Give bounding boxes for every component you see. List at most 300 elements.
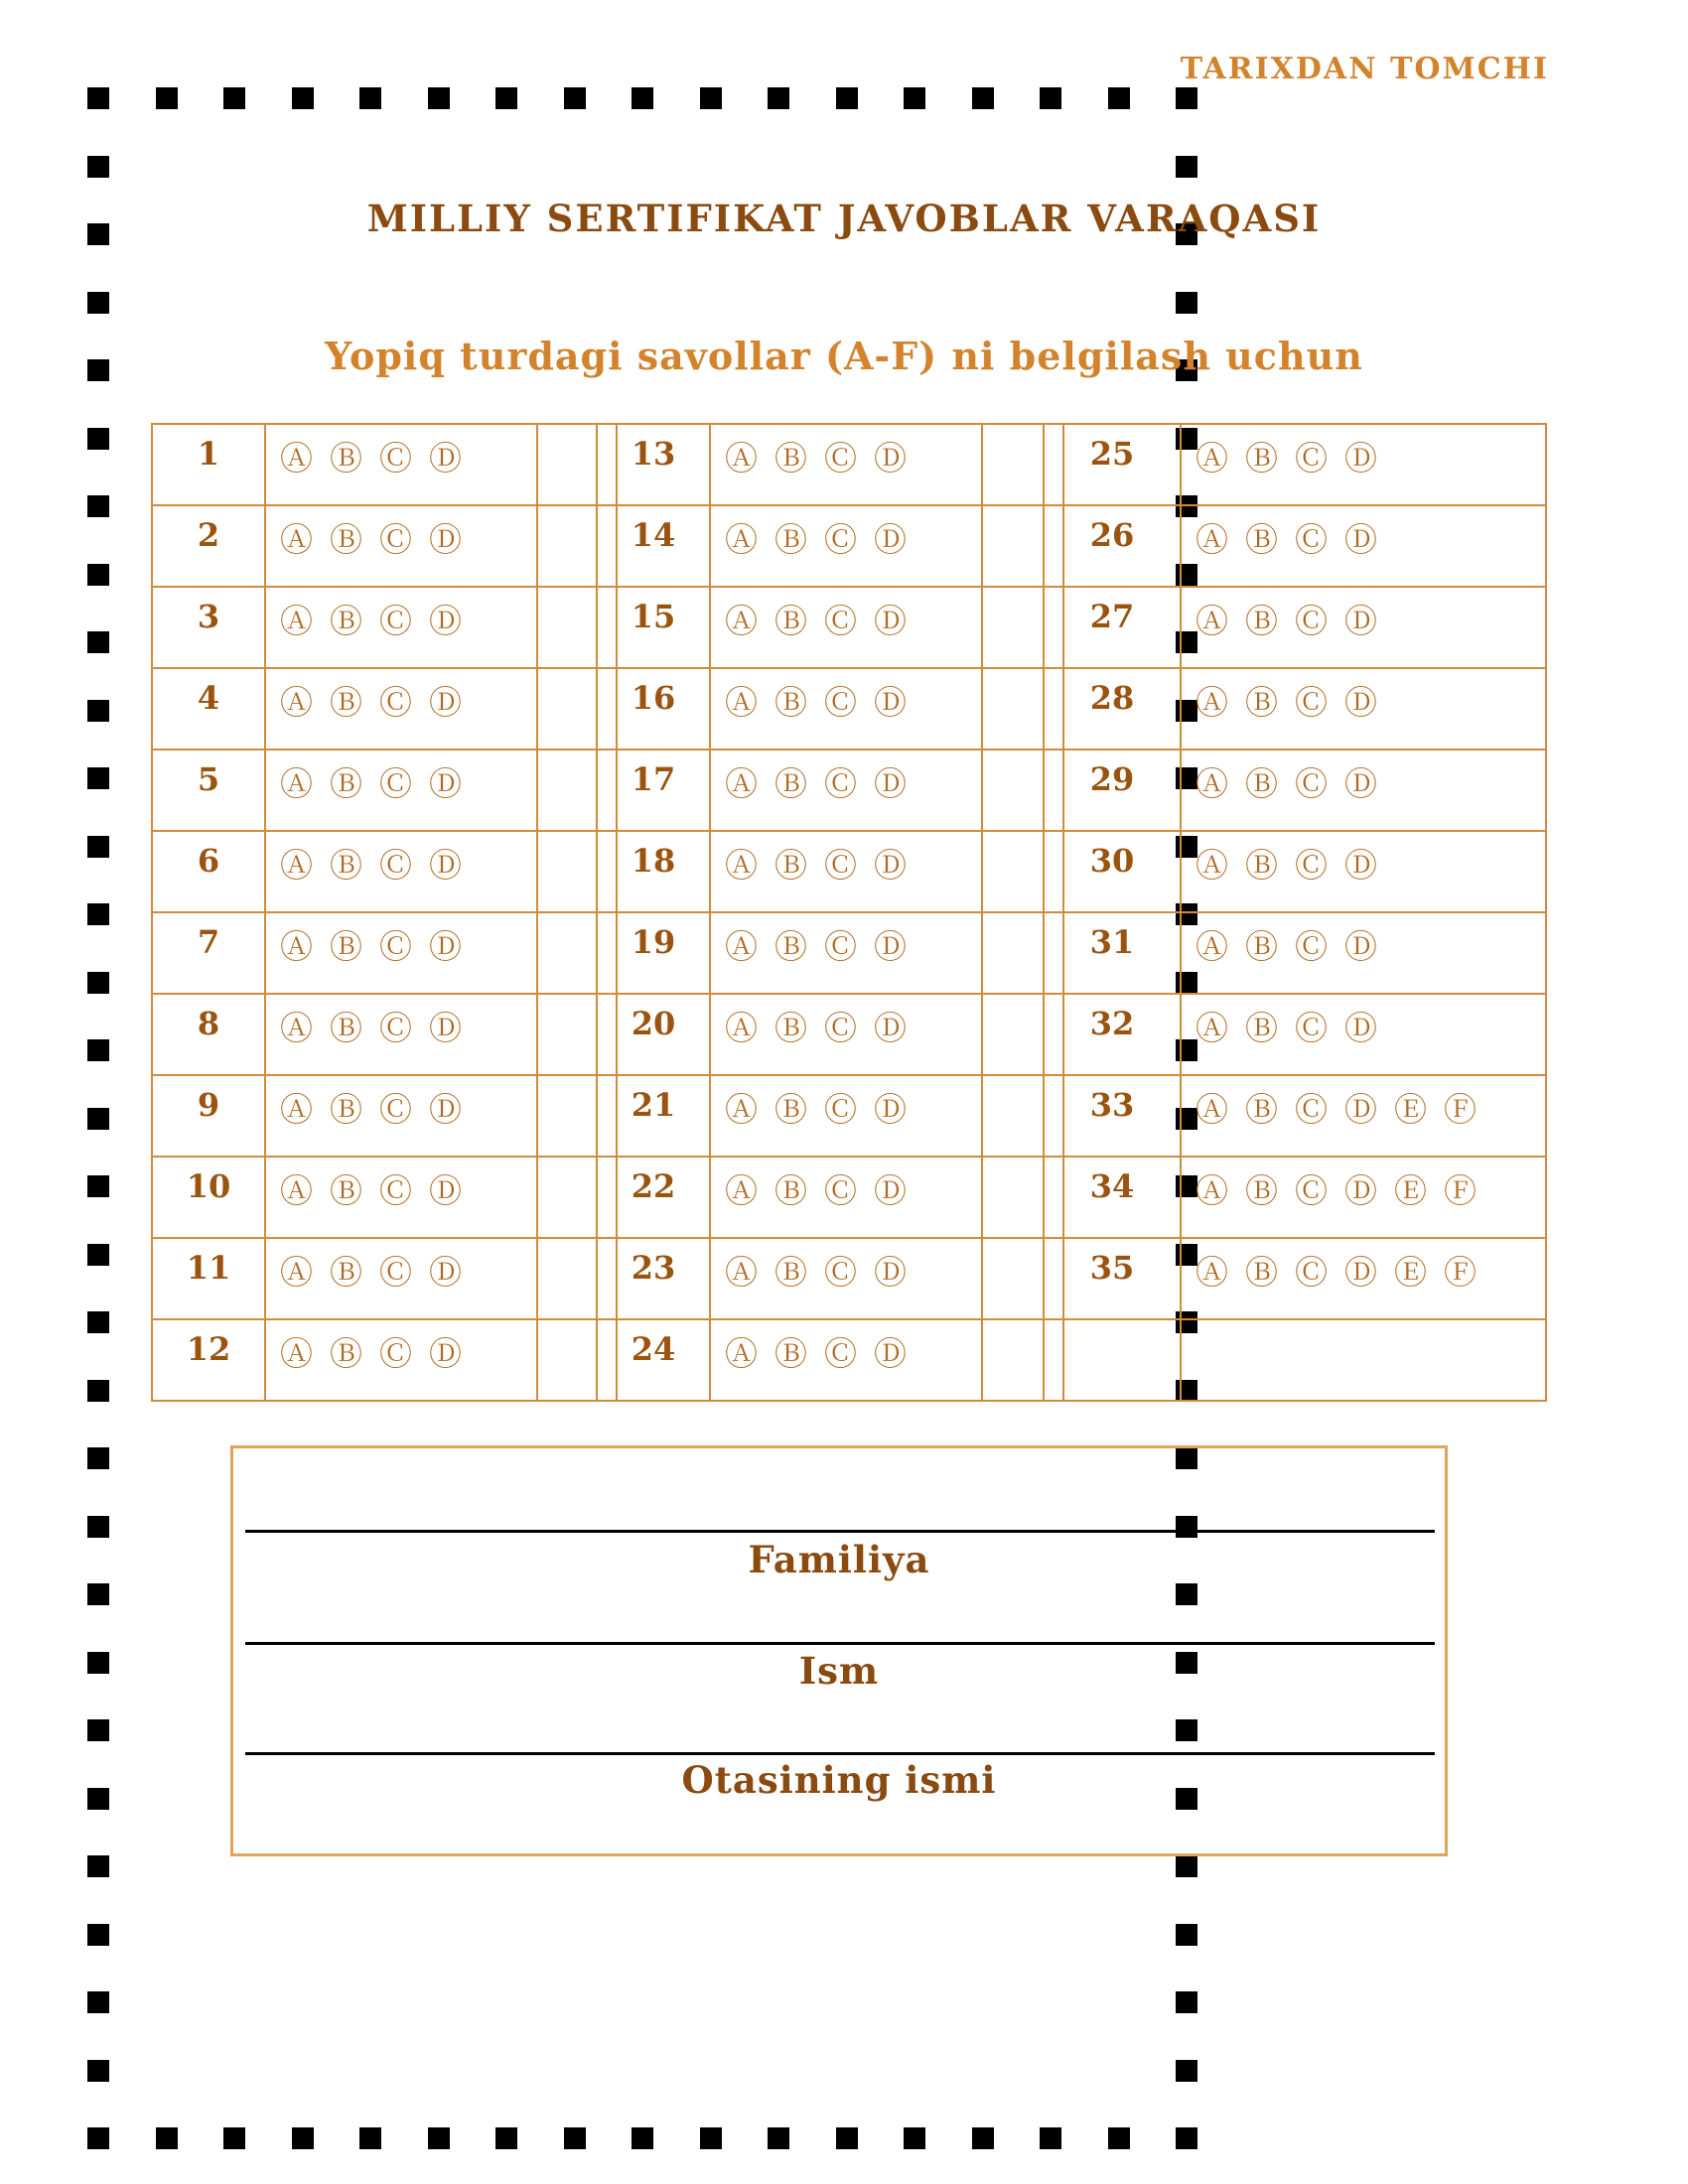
option-bubble[interactable]: Ⓒ [1295, 846, 1328, 885]
question-number: 19 [597, 912, 710, 994]
question-number: 11 [152, 1238, 265, 1319]
option-bubble[interactable]: Ⓒ [379, 764, 412, 803]
border-square [156, 2127, 178, 2149]
question-number: 3 [152, 587, 265, 668]
option-bubble[interactable]: Ⓐ [725, 846, 758, 885]
answer-options [710, 505, 982, 587]
answer-grid-column-2 [596, 423, 1064, 1402]
answer-options [1181, 668, 1546, 750]
question-row [1044, 424, 1546, 505]
border-square [87, 972, 109, 994]
answer-options [265, 668, 537, 750]
option-bubble[interactable]: Ⓓ [429, 764, 462, 803]
answer-options [1181, 1075, 1546, 1157]
option-bubble[interactable]: Ⓓ [1344, 764, 1377, 803]
question-number: 21 [597, 1075, 710, 1157]
border-square [87, 2127, 109, 2149]
answer-options [1181, 505, 1546, 587]
answer-options [710, 587, 982, 668]
border-square [87, 292, 109, 314]
option-bubble[interactable]: Ⓐ [280, 683, 313, 722]
answer-options [1181, 1157, 1546, 1238]
border-square [1108, 2127, 1130, 2149]
answer-options [1181, 587, 1546, 668]
ism-line[interactable] [245, 1642, 1435, 1645]
option-bubble[interactable]: Ⓓ [874, 764, 907, 803]
question-row [152, 424, 617, 505]
option-bubble[interactable]: Ⓑ [1245, 602, 1278, 640]
option-bubble[interactable]: Ⓑ [330, 1334, 362, 1373]
border-square [632, 2127, 653, 2149]
option-bubble[interactable]: Ⓒ [824, 520, 857, 559]
question-row [597, 1157, 1063, 1238]
option-bubble[interactable]: Ⓐ [280, 846, 313, 885]
option-bubble[interactable]: Ⓐ [280, 1090, 313, 1129]
border-square [768, 87, 789, 109]
option-bubble[interactable]: Ⓑ [330, 602, 362, 640]
option-bubble[interactable]: Ⓐ [1196, 927, 1228, 966]
border-square [904, 2127, 925, 2149]
option-bubble[interactable]: Ⓒ [1295, 1253, 1328, 1292]
option-bubble[interactable]: Ⓓ [874, 1334, 907, 1373]
option-bubble[interactable]: Ⓓ [874, 602, 907, 640]
question-number: 30 [1044, 831, 1181, 912]
option-bubble[interactable]: Ⓐ [725, 927, 758, 966]
option-bubble[interactable]: Ⓒ [379, 439, 412, 478]
border-square [1176, 1991, 1197, 2013]
option-bubble[interactable]: Ⓐ [280, 1253, 313, 1292]
option-bubble[interactable]: Ⓒ [824, 683, 857, 722]
option-bubble[interactable]: Ⓑ [330, 683, 362, 722]
border-square [87, 767, 109, 789]
question-row [1044, 1157, 1546, 1238]
option-bubble[interactable]: Ⓐ [1196, 846, 1228, 885]
question-row [597, 505, 1063, 587]
border-square [1176, 1855, 1197, 1877]
option-bubble[interactable]: Ⓐ [1196, 1253, 1228, 1292]
option-bubble[interactable]: Ⓑ [774, 520, 807, 559]
question-row [152, 831, 617, 912]
border-square [1176, 87, 1197, 109]
option-bubble[interactable]: Ⓓ [874, 1171, 907, 1210]
border-square [87, 1583, 109, 1605]
answer-options [265, 505, 537, 587]
option-bubble[interactable]: Ⓓ [874, 1090, 907, 1129]
option-bubble[interactable]: Ⓑ [1245, 520, 1278, 559]
question-number: 8 [152, 994, 265, 1075]
option-bubble[interactable]: Ⓕ [1444, 1090, 1477, 1129]
option-bubble[interactable]: Ⓓ [1344, 1171, 1377, 1210]
border-square [1040, 87, 1061, 109]
name-form [230, 1445, 1448, 1856]
option-bubble[interactable]: Ⓓ [1344, 683, 1377, 722]
option-bubble[interactable]: Ⓒ [379, 1171, 412, 1210]
question-number: 27 [1044, 587, 1181, 668]
question-number: 23 [597, 1238, 710, 1319]
otasining-ismi-label: Otasining ismi [681, 1758, 997, 1802]
question-row [1044, 587, 1546, 668]
question-row [1044, 912, 1546, 994]
question-number: 32 [1044, 994, 1181, 1075]
option-bubble[interactable]: Ⓐ [280, 764, 313, 803]
option-bubble[interactable]: Ⓑ [774, 1253, 807, 1292]
border-square [87, 1039, 109, 1061]
answer-options [265, 750, 537, 831]
question-row [152, 1238, 617, 1319]
brand-label: TARIXDAN TOMCHI [1180, 52, 1549, 86]
option-bubble[interactable]: Ⓒ [1295, 927, 1328, 966]
border-square [836, 87, 858, 109]
option-bubble[interactable]: Ⓑ [1245, 846, 1278, 885]
option-bubble[interactable]: Ⓑ [330, 1090, 362, 1129]
question-number: 17 [597, 750, 710, 831]
question-number: 22 [597, 1157, 710, 1238]
option-bubble[interactable]: Ⓐ [1196, 1171, 1228, 1210]
answer-options [1181, 424, 1546, 505]
option-bubble[interactable]: Ⓐ [280, 439, 313, 478]
question-row [152, 1157, 617, 1238]
option-bubble[interactable]: Ⓒ [379, 602, 412, 640]
border-square [87, 1924, 109, 1946]
option-bubble[interactable]: Ⓔ [1394, 1171, 1427, 1210]
answer-options [265, 1319, 537, 1401]
option-bubble[interactable]: Ⓓ [1344, 602, 1377, 640]
option-bubble[interactable]: Ⓓ [429, 520, 462, 559]
answer-options [1181, 831, 1546, 912]
option-bubble[interactable]: Ⓑ [330, 1253, 362, 1292]
question-row [152, 994, 617, 1075]
option-bubble[interactable]: Ⓑ [1245, 1009, 1278, 1047]
border-square [495, 2127, 517, 2149]
question-number [1044, 1319, 1181, 1401]
option-bubble[interactable]: Ⓓ [874, 846, 907, 885]
option-bubble[interactable]: Ⓓ [429, 1334, 462, 1373]
option-bubble[interactable]: Ⓐ [725, 764, 758, 803]
option-bubble[interactable]: Ⓒ [379, 683, 412, 722]
border-square [223, 2127, 245, 2149]
option-bubble[interactable]: Ⓔ [1394, 1253, 1427, 1292]
option-bubble[interactable]: Ⓐ [725, 520, 758, 559]
option-bubble[interactable]: Ⓑ [774, 846, 807, 885]
question-number: 18 [597, 831, 710, 912]
question-number: 31 [1044, 912, 1181, 994]
option-bubble[interactable]: Ⓒ [379, 1253, 412, 1292]
option-bubble[interactable]: Ⓑ [774, 764, 807, 803]
option-bubble[interactable]: Ⓐ [725, 602, 758, 640]
option-bubble[interactable]: Ⓑ [774, 927, 807, 966]
option-bubble[interactable]: Ⓑ [1245, 1171, 1278, 1210]
question-row [1044, 994, 1546, 1075]
option-bubble[interactable]: Ⓓ [429, 927, 462, 966]
familiya-label: Familiya [748, 1538, 930, 1581]
question-row [1044, 1075, 1546, 1157]
option-bubble[interactable]: Ⓕ [1444, 1171, 1477, 1210]
answer-options [710, 1157, 982, 1238]
option-bubble[interactable]: Ⓒ [1295, 1009, 1328, 1047]
border-square [1176, 2127, 1197, 2149]
border-square [564, 2127, 586, 2149]
option-bubble[interactable]: Ⓒ [1295, 520, 1328, 559]
question-number: 7 [152, 912, 265, 994]
border-square [87, 700, 109, 722]
option-bubble[interactable]: Ⓑ [330, 846, 362, 885]
option-bubble[interactable]: Ⓑ [1245, 683, 1278, 722]
option-bubble[interactable]: Ⓒ [824, 439, 857, 478]
option-bubble[interactable]: Ⓑ [774, 1090, 807, 1129]
option-bubble[interactable]: Ⓓ [429, 1009, 462, 1047]
answer-options [265, 912, 537, 994]
question-row [152, 505, 617, 587]
border-square [768, 2127, 789, 2149]
option-bubble[interactable]: Ⓓ [1344, 846, 1377, 885]
option-bubble[interactable]: Ⓔ [1394, 1090, 1427, 1129]
question-number: 28 [1044, 668, 1181, 750]
answer-options [265, 994, 537, 1075]
option-bubble[interactable]: Ⓓ [429, 846, 462, 885]
option-bubble[interactable]: Ⓓ [874, 927, 907, 966]
answer-options [265, 1157, 537, 1238]
option-bubble[interactable]: Ⓒ [379, 1009, 412, 1047]
option-bubble[interactable]: Ⓐ [280, 927, 313, 966]
border-square [87, 1719, 109, 1741]
border-square [428, 2127, 450, 2149]
border-square [87, 1108, 109, 1130]
option-bubble[interactable]: Ⓐ [725, 1334, 758, 1373]
question-number: 4 [152, 668, 265, 750]
question-row [1044, 750, 1546, 831]
option-bubble[interactable]: Ⓒ [824, 1171, 857, 1210]
question-row [152, 1319, 617, 1401]
option-bubble[interactable]: Ⓐ [1196, 439, 1228, 478]
border-square [904, 87, 925, 109]
option-bubble[interactable]: Ⓒ [379, 927, 412, 966]
option-bubble[interactable]: Ⓒ [824, 1334, 857, 1373]
border-square [632, 87, 653, 109]
page-subtitle: Yopiq turdagi savollar (A-F) ni belgilash uchun [325, 334, 1363, 378]
border-square [1176, 156, 1197, 178]
question-number: 10 [152, 1157, 265, 1238]
answer-options [710, 424, 982, 505]
question-row [597, 1238, 1063, 1319]
option-bubble[interactable]: Ⓐ [1196, 602, 1228, 640]
answer-options [710, 668, 982, 750]
option-bubble[interactable]: Ⓒ [824, 1009, 857, 1047]
option-bubble[interactable]: Ⓒ [1295, 602, 1328, 640]
question-row [597, 750, 1063, 831]
option-bubble[interactable]: Ⓐ [725, 1090, 758, 1129]
border-square [87, 1855, 109, 1877]
familiya-line[interactable] [245, 1530, 1435, 1533]
answer-options [265, 1238, 537, 1319]
option-bubble[interactable]: Ⓒ [1295, 1090, 1328, 1129]
option-bubble[interactable]: Ⓒ [824, 846, 857, 885]
option-bubble[interactable]: Ⓑ [1245, 764, 1278, 803]
option-bubble[interactable]: Ⓓ [1344, 439, 1377, 478]
question-row [597, 424, 1063, 505]
answer-options [1181, 912, 1546, 994]
border-square [87, 1244, 109, 1266]
answer-options [265, 424, 537, 505]
border-square [87, 836, 109, 858]
option-bubble[interactable]: Ⓒ [1295, 683, 1328, 722]
border-square [156, 87, 178, 109]
option-bubble[interactable]: Ⓒ [379, 520, 412, 559]
option-bubble[interactable]: Ⓑ [774, 1171, 807, 1210]
option-bubble[interactable]: Ⓐ [725, 439, 758, 478]
question-number: 15 [597, 587, 710, 668]
option-bubble[interactable]: Ⓓ [1344, 1009, 1377, 1047]
question-number: 5 [152, 750, 265, 831]
border-square [87, 1447, 109, 1469]
question-row [152, 1075, 617, 1157]
option-bubble[interactable]: Ⓑ [774, 602, 807, 640]
option-bubble[interactable]: Ⓐ [280, 1009, 313, 1047]
option-bubble[interactable]: Ⓒ [824, 1253, 857, 1292]
border-square [87, 1652, 109, 1674]
option-bubble[interactable]: Ⓕ [1444, 1253, 1477, 1292]
answer-options [265, 1075, 537, 1157]
border-square [359, 2127, 381, 2149]
option-bubble[interactable]: Ⓒ [379, 1090, 412, 1129]
border-square [836, 2127, 858, 2149]
border-square [1040, 2127, 1061, 2149]
option-bubble[interactable]: Ⓓ [429, 1171, 462, 1210]
border-square [359, 87, 381, 109]
question-row [597, 912, 1063, 994]
option-bubble[interactable]: Ⓐ [725, 1253, 758, 1292]
option-bubble[interactable]: Ⓒ [824, 1090, 857, 1129]
question-row [152, 912, 617, 994]
option-bubble[interactable]: Ⓓ [874, 683, 907, 722]
option-bubble[interactable]: Ⓓ [1344, 1253, 1377, 1292]
option-bubble[interactable]: Ⓑ [1245, 439, 1278, 478]
option-bubble[interactable]: Ⓓ [1344, 1090, 1377, 1129]
option-bubble[interactable]: Ⓓ [1344, 927, 1377, 966]
option-bubble[interactable]: Ⓐ [725, 1171, 758, 1210]
option-bubble[interactable]: Ⓓ [429, 602, 462, 640]
question-row [1044, 831, 1546, 912]
answer-grid-column-1 [151, 423, 618, 1402]
option-bubble[interactable]: Ⓑ [330, 764, 362, 803]
option-bubble[interactable]: Ⓐ [1196, 683, 1228, 722]
answer-options [710, 912, 982, 994]
option-bubble[interactable]: Ⓑ [774, 683, 807, 722]
option-bubble[interactable]: Ⓓ [429, 439, 462, 478]
question-number: 33 [1044, 1075, 1181, 1157]
option-bubble[interactable]: Ⓐ [280, 602, 313, 640]
border-square [87, 631, 109, 653]
question-number: 6 [152, 831, 265, 912]
answer-options [265, 587, 537, 668]
question-row [1044, 505, 1546, 587]
option-bubble[interactable]: Ⓒ [1295, 1171, 1328, 1210]
border-square [87, 87, 109, 109]
option-bubble[interactable]: Ⓓ [874, 439, 907, 478]
option-bubble[interactable]: Ⓓ [429, 1253, 462, 1292]
option-bubble[interactable]: Ⓑ [330, 927, 362, 966]
border-square [292, 87, 314, 109]
question-row [152, 668, 617, 750]
option-bubble[interactable]: Ⓑ [774, 439, 807, 478]
option-bubble[interactable]: Ⓒ [824, 927, 857, 966]
option-bubble[interactable]: Ⓑ [1245, 1090, 1278, 1129]
question-number: 2 [152, 505, 265, 587]
border-square [972, 87, 994, 109]
question-row [152, 750, 617, 831]
border-square [428, 87, 450, 109]
answer-grid-column-3 [1043, 423, 1547, 1402]
option-bubble[interactable]: Ⓐ [1196, 1090, 1228, 1129]
answer-options [1181, 994, 1546, 1075]
option-bubble[interactable]: Ⓑ [330, 439, 362, 478]
option-bubble[interactable]: Ⓓ [874, 1253, 907, 1292]
option-bubble[interactable]: Ⓓ [429, 1090, 462, 1129]
question-number: 12 [152, 1319, 265, 1401]
option-bubble[interactable]: Ⓑ [330, 1171, 362, 1210]
border-square [1176, 292, 1197, 314]
option-bubble[interactable]: Ⓓ [429, 683, 462, 722]
question-row [1044, 668, 1546, 750]
option-bubble[interactable]: Ⓐ [280, 1334, 313, 1373]
answer-options [1181, 1238, 1546, 1319]
option-bubble[interactable]: Ⓑ [330, 520, 362, 559]
option-bubble[interactable]: Ⓒ [1295, 439, 1328, 478]
question-number: 16 [597, 668, 710, 750]
question-row [597, 994, 1063, 1075]
option-bubble[interactable]: Ⓐ [725, 683, 758, 722]
answer-options [710, 1075, 982, 1157]
option-bubble[interactable]: Ⓐ [280, 520, 313, 559]
option-bubble[interactable]: Ⓑ [774, 1009, 807, 1047]
otasining-ismi-line[interactable] [245, 1752, 1435, 1755]
question-number: 13 [597, 424, 710, 505]
border-square [87, 1788, 109, 1810]
option-bubble[interactable]: Ⓑ [330, 1009, 362, 1047]
answer-options [265, 831, 537, 912]
option-bubble[interactable]: Ⓓ [1344, 520, 1377, 559]
option-bubble[interactable]: Ⓐ [725, 1009, 758, 1047]
option-bubble[interactable]: Ⓓ [874, 1009, 907, 1047]
border-square [87, 1175, 109, 1197]
answer-options [710, 994, 982, 1075]
option-bubble[interactable]: Ⓐ [280, 1171, 313, 1210]
question-number: 26 [1044, 505, 1181, 587]
border-square [972, 2127, 994, 2149]
option-bubble[interactable]: Ⓒ [379, 1334, 412, 1373]
border-square [1108, 87, 1130, 109]
question-row [597, 831, 1063, 912]
option-bubble[interactable]: Ⓑ [774, 1334, 807, 1373]
option-bubble[interactable]: Ⓒ [824, 764, 857, 803]
option-bubble[interactable]: Ⓐ [1196, 520, 1228, 559]
option-bubble[interactable]: Ⓒ [824, 602, 857, 640]
border-square [495, 87, 517, 109]
option-bubble[interactable]: Ⓐ [1196, 764, 1228, 803]
option-bubble[interactable]: Ⓓ [874, 520, 907, 559]
option-bubble[interactable]: Ⓑ [1245, 927, 1278, 966]
option-bubble[interactable]: Ⓒ [1295, 764, 1328, 803]
border-square [87, 1380, 109, 1402]
answer-options [1181, 1319, 1546, 1401]
option-bubble[interactable]: Ⓒ [379, 846, 412, 885]
option-bubble[interactable]: Ⓑ [1245, 1253, 1278, 1292]
question-number: 1 [152, 424, 265, 505]
option-bubble[interactable]: Ⓐ [1196, 1009, 1228, 1047]
question-number: 20 [597, 994, 710, 1075]
question-number: 25 [1044, 424, 1181, 505]
border-square [700, 2127, 722, 2149]
answer-options [1181, 750, 1546, 831]
